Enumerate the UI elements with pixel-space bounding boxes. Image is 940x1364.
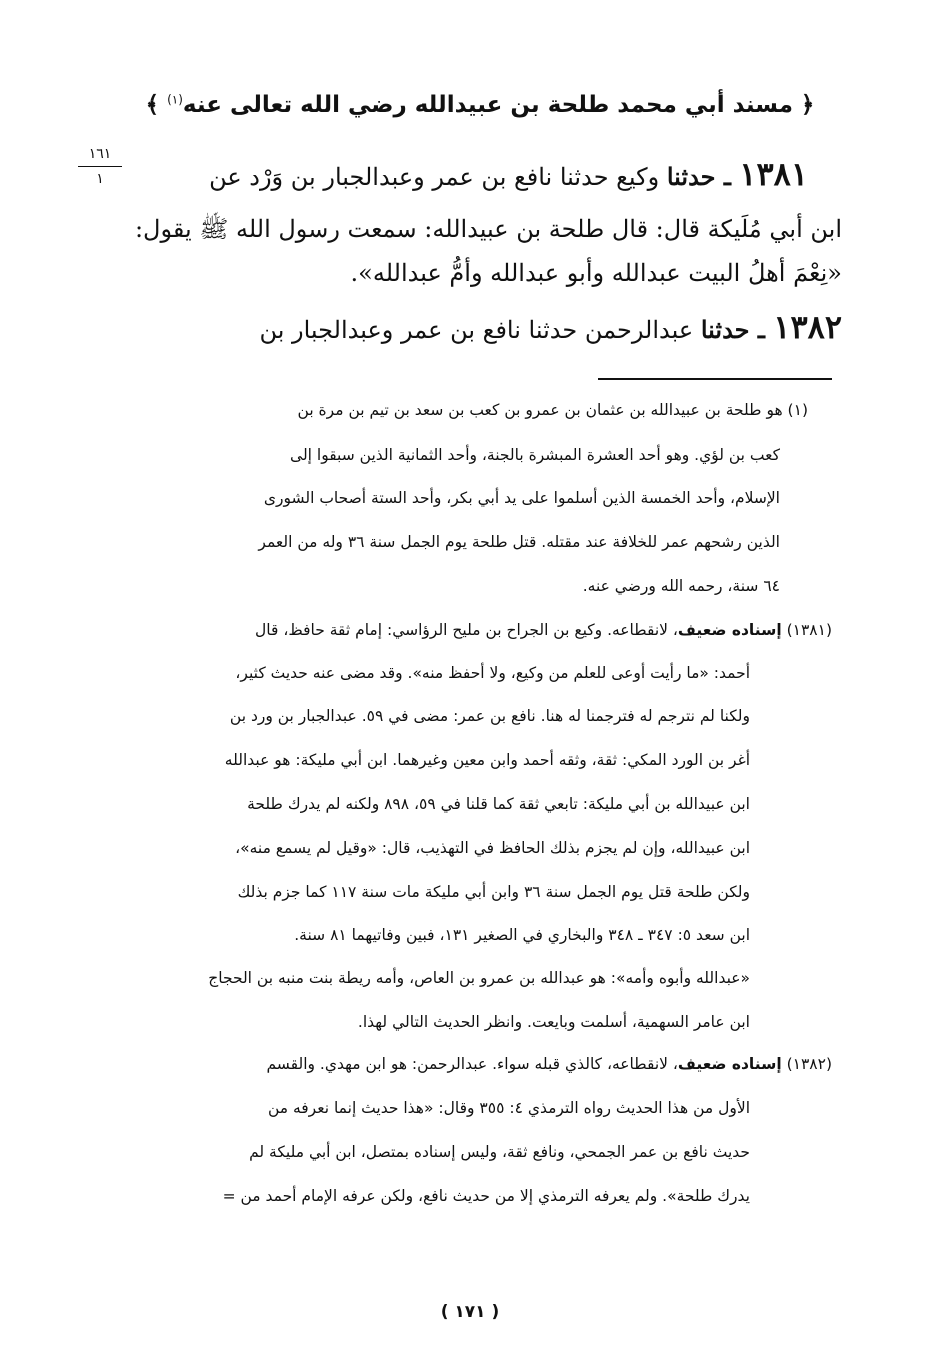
- hadith-1382-line-1: [259, 308, 842, 346]
- chapter-title-text: ﴿ مسند أبي محمد طلحة بن عبيدالله رضي الله تعالى عنه: [182, 92, 815, 118]
- footnote-line: «عبدالله وأبوه وأمه»: هو عبدالله بن عمرو بن العاص، وأمه ريطة بنت منبه بن الحجاج: [208, 969, 750, 987]
- note-text: ، لانقطاعه. وكيع بن الجراح بن مليح الرؤاسي: إمام ثقة حافظ، قال: [255, 621, 678, 639]
- footnote-line: أحمد: «ما رأيت أوعى للعلم من وكيع، ولا أحفظ منه». وقد مضى عنه حديث كثير،: [235, 664, 750, 682]
- footnote-line: حديث نافع بن عمر الجمحي، ونافع ثقة، وليس إسناده بمتصل، ابن أبي مليكة لم: [249, 1143, 750, 1161]
- note-grade: إسناده ضعيف: [677, 1055, 782, 1073]
- footnote-line: ٦٤ سنة، رحمه الله ورضي عنه.: [582, 577, 780, 595]
- footnote-line: كعب بن لؤي. وهو أحد العشرة المبشرة بالجنة، وأحد الثمانية الذين سبقوا إلى: [290, 446, 780, 464]
- note-grade: إسناده ضعيف: [677, 621, 782, 639]
- margin-reference: [78, 146, 122, 187]
- hadith-1381-line-3: «نِعْمَ أهلُ البيت عبدالله وأبو عبدالله وأمُّ عبدالله».: [350, 259, 842, 287]
- footnote-line: ابن عبيدالله بن أبي مليكة: تابعي ثقة كما قلنا في ٥٩، ٨٩٨ ولكنه لم يدرك طلحة: [247, 795, 750, 813]
- footnote-separator: [598, 378, 832, 380]
- chapter-title-close: ﴾: [145, 92, 168, 118]
- hadith-lead: حدثنا: [666, 162, 716, 191]
- margin-ref-bottom: ١: [96, 171, 104, 187]
- note-number: (١٣٨٢): [781, 1055, 832, 1073]
- hadith-number: ١٣٨١: [739, 155, 808, 193]
- footnote-line: ابن عبيدالله، وإن لم يجزم بذلك الحافظ في التهذيب، قال: «وقيل لم يسمع منه»،: [235, 839, 750, 857]
- hadith-lead: حدثنا: [700, 315, 750, 344]
- note-number: (١٣٨١): [781, 621, 832, 639]
- footnote-line: ابن سعد ٥: ٣٤٧ ـ ٣٤٨ والبخاري في الصغير ١٣١، فبين وفاتيهما ٨١ سنة.: [294, 926, 750, 944]
- footnote-line: الأول من هذا الحديث رواه الترمذي ٤: ٣٥٥ وقال: «هذا حديث إنما نعرفه من: [267, 1099, 750, 1117]
- hadith-text: عبدالرحمن حدثنا نافع بن عمر وعبدالجبار بن: [259, 316, 701, 344]
- margin-ref-top: ١٦١: [88, 146, 112, 162]
- footnote-line: الإسلام، وأحد الخمسة الذين أسلموا على يد أبي بكر، وأحد الستة أصحاب الشورى: [263, 489, 780, 507]
- footnote-line: (١) هو طلحة بن عبيدالله بن عثمان بن عمرو بن كعب بن سعد بن تيم بن مرة بن: [297, 401, 808, 419]
- footnote-line: ولكن طلحة قتل يوم الجمل سنة ٣٦ وابن أبي مليكة مات سنة ١١٧ كما جزم بذلك: [237, 883, 750, 901]
- note-1381-line-1: [255, 621, 832, 639]
- footnote-line: الذين رشحهم عمر للخلافة عند مقتله. قتل طلحة يوم الجمل سنة ٣٦ وله من العمر: [258, 533, 780, 551]
- footnote-line: ابن عامر السهمية، أسلمت وبايعت. وانظر الحديث التالي لهذا.: [357, 1013, 750, 1031]
- footnote-marker: (١): [167, 92, 183, 107]
- hadith-dash: ـ: [715, 162, 740, 191]
- note-text: ، لانقطاعه، كالذي قبله سواء. عبدالرحمن: هو ابن مهدي. والقسم: [266, 1055, 678, 1073]
- hadith-1381-line-2: ابن أبي مُلَيكة قال: قال طلحة بن عبيدالله: سمعت رسول الله ﷺ يقول:: [134, 215, 842, 243]
- chapter-title: [120, 92, 840, 118]
- margin-ref-bar: [78, 166, 122, 167]
- footnote-line: يدرك طلحة». ولم يعرفه الترمذي إلا من حديث نافع، ولكن عرفه الإمام أحمد من =: [222, 1187, 750, 1205]
- hadith-dash: ـ: [749, 315, 774, 344]
- hadith-number: ١٣٨٢: [773, 308, 842, 346]
- footnote-line: ولكنا لم نترجم له فترجمنا له هنا. نافع بن عمر: مضى في ٥٩. عبدالجبار بن ورد بن: [229, 707, 750, 725]
- hadith-text: وكيع حدثنا نافع بن عمر وعبدالجبار بن وَرْد عن: [209, 163, 667, 191]
- footnote-line: أغر بن الورد المكي: ثقة، وثقه أحمد وابن معين وغيرهما. ابن أبي مليكة: هو عبدالله: [224, 751, 750, 769]
- note-1382-line-1: [266, 1055, 832, 1073]
- hadith-1381-line-1: [209, 155, 808, 193]
- page-number: ( ١٧١ ): [440, 1302, 500, 1322]
